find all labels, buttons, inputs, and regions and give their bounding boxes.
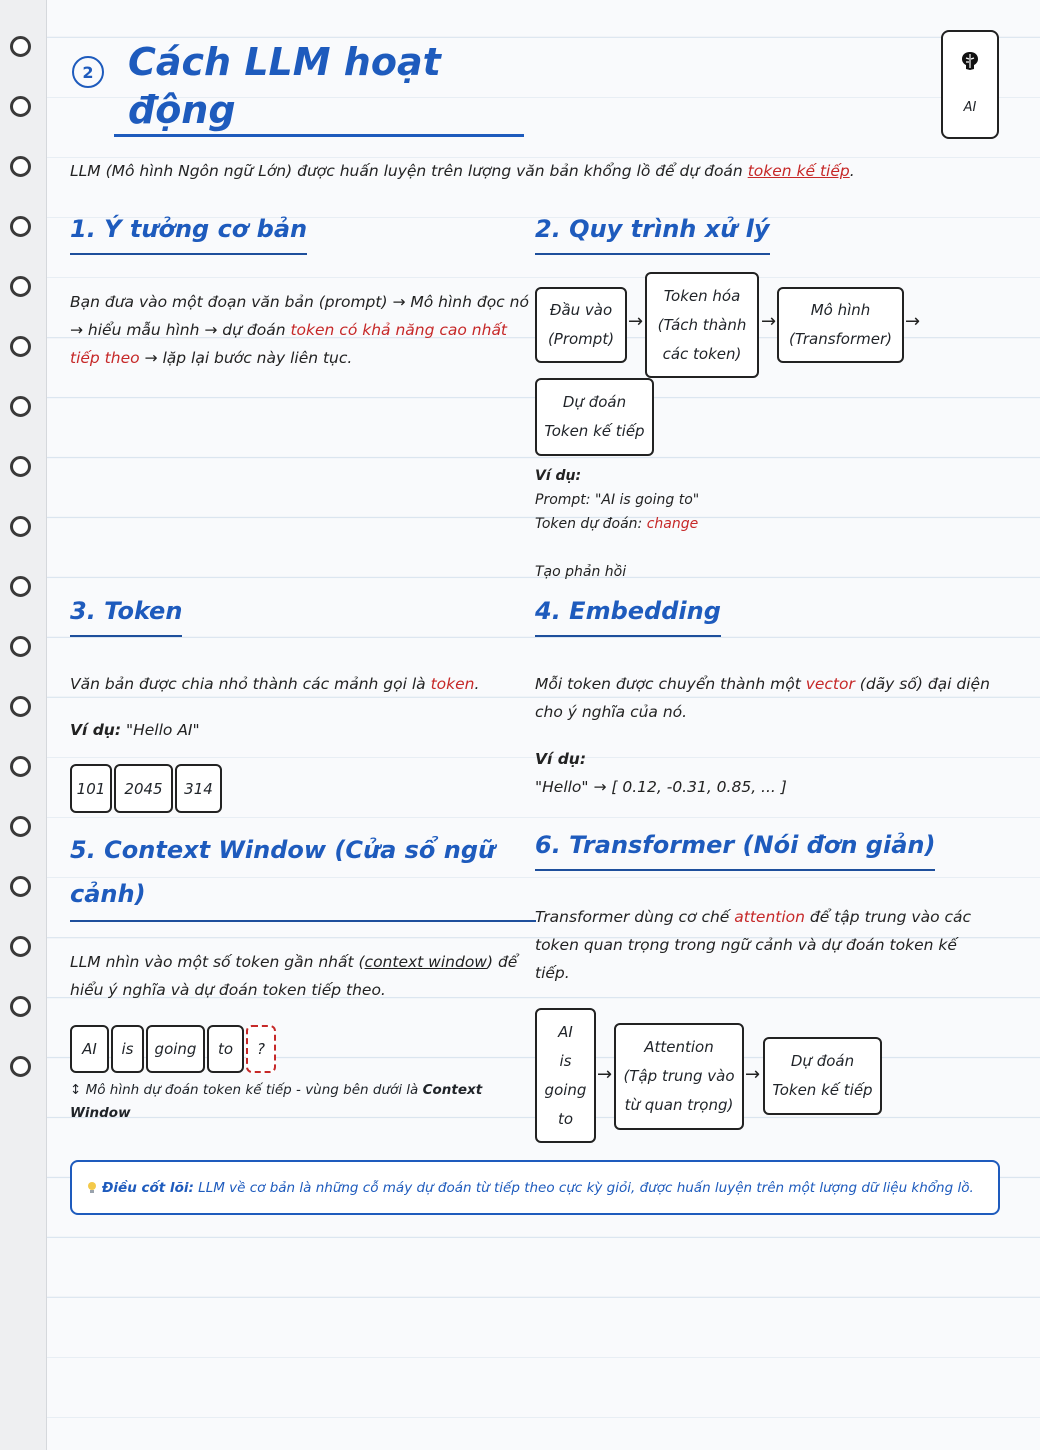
binder-ring [10,876,31,897]
section-5-text-a: LLM nhìn vào một số token gần nhất ( [70,953,365,971]
flow-input-box [535,287,627,363]
section-4-highlight: vector [805,675,855,693]
section-5-note [70,1079,520,1125]
lightbulb-icon [86,1181,98,1195]
section-4-example-value: "Hello" → [ 0.12, -0.31, 0.85, ... ] [535,778,787,796]
binder-ring [10,816,31,837]
binder-ring [10,936,31,957]
binder-ring [10,336,31,357]
binder-ring [10,636,31,657]
section-6-highlight: attention [734,908,805,926]
binder-ring [10,156,31,177]
attention-line2: (Tập trung vào [623,1067,735,1085]
section-2-prompt-line: Prompt: "AI is going to" [535,492,700,508]
stack-token: AI [558,1022,573,1041]
stack-token: to [557,1109,574,1128]
context-token-chip: is [111,1025,144,1073]
predicted-label: Token dự đoán: [535,516,647,532]
section-6-text-b: để tập trung vào các token quan trọng trong ngữ cảnh và dự đoán token kế tiếp. [535,908,972,982]
context-token-chip: to [207,1025,244,1073]
section-4-text-b: (dãy số) đại diện cho ý nghĩa của nó. [535,675,990,721]
flow-tokenize-line1: Token hóa [663,286,741,305]
flow-model-box [777,287,904,363]
next-token-placeholder: ? [246,1025,276,1073]
token-id-chip: 314 [175,764,222,813]
section-3-highlight: token [430,675,475,693]
binder-ring [10,696,31,717]
section-6-text-a: Transformer dùng cơ chế [535,908,735,926]
section-5-body [70,948,532,1004]
flow-tokenize-line3: các token) [662,344,742,363]
binder-ring [10,276,31,297]
flow-predict-line1: Dự đoán [562,393,627,411]
flow-arrow: → [597,1064,613,1085]
stack-token: going [544,1080,587,1099]
section-3-example-value: "Hello AI" [121,721,200,739]
token-stack-box [535,1008,596,1143]
flow-input-line2: (Prompt) [547,330,615,348]
section-6-body [535,903,995,987]
section-3-tail: . [474,675,480,693]
section-5-underline: context window [364,953,487,971]
predict-line2: Token kế tiếp [772,1081,873,1099]
section-6-heading: 6. Transformer (Nói đơn giản) [535,831,935,871]
section-5-note-text: ↕ Mô hình dự đoán token kế tiếp - vùng bên dưới là [70,1082,423,1098]
section-4-example-label: Ví dụ: [535,750,587,768]
flow-arrow: → [905,311,921,332]
flow-input-line1: Đầu vào [549,301,613,319]
binder-ring [10,456,31,477]
section-4-text-a: Mỗi token được chuyển thành một [535,675,806,693]
token-id-chip: 2045 [114,764,173,813]
binder-ring [10,36,31,57]
binder-ring [10,396,31,417]
section-3-body [70,670,530,698]
section-5-text-b: ) để hiểu ý nghĩa và dự đoán token tiếp theo. [70,953,518,999]
binder-ring [10,516,31,537]
section-4-heading: 4. Embedding [535,597,721,637]
flow-arrow: → [745,1064,761,1085]
section-5-note-bold: Context Window [70,1082,483,1121]
flow-predict-box [535,378,654,456]
brain-icon [958,49,982,73]
context-token-chip: going [146,1025,205,1073]
section-5-title-line2: cảnh) [70,880,146,908]
binder-ring [10,996,31,1017]
section-number-circle [72,56,104,88]
predict-line1: Dự đoán [790,1052,855,1070]
flow-arrow: → [761,311,777,332]
binder-ring [10,96,31,117]
token-id-chip: 101 [70,764,112,813]
attention-box [614,1023,744,1130]
section-2-predicted-line [535,512,698,536]
section-2-example-label: Ví dụ: [535,468,582,484]
section-number: 2 [82,62,94,82]
flow-model-line1: Mô hình [810,301,871,319]
intro-paragraph [70,157,950,185]
section-1-text-b: → lặp lại bước này liên tục. [139,349,353,367]
attention-line1: Attention [644,1038,714,1056]
stack-token: is [559,1051,572,1070]
section-2-heading: 2. Quy trình xử lý [535,215,770,255]
binder-ring [10,1056,31,1077]
binder-ring [10,576,31,597]
predicted-token: change [646,516,699,532]
ai-badge-label: AI [963,100,977,115]
callout-text: LLM về cơ bản là những cỗ máy dự đoán từ tiếp theo cực kỳ giỏi, được huấn luyện trên một lượng dữ liệu khổng lồ. [193,1179,974,1196]
predict-box [763,1037,882,1115]
intro-tail: . [849,162,855,180]
section-5-heading [70,828,536,922]
section-2-response-label: Tạo phản hồi [535,564,627,580]
attention-line3: từ quan trọng) [624,1096,734,1114]
section-1-body [70,288,532,372]
section-1-heading: 1. Ý tưởng cơ bản [70,215,307,255]
section-3-heading: 3. Token [70,597,182,637]
flow-tokenize-box [645,272,759,378]
key-takeaway-callout [70,1160,1000,1215]
section-3-example-label: Ví dụ: [70,721,122,739]
section-1-highlight: token có khả năng cao nhất tiếp theo [70,321,508,367]
flow-model-line2: (Transformer) [788,330,892,348]
binder-ring [10,216,31,237]
binder-ring [10,756,31,777]
flow-predict-line2: Token kế tiếp [544,422,645,440]
context-token-chip: AI [70,1025,109,1073]
intro-text: LLM (Mô hình Ngôn ngữ Lớn) được huấn luyện trên lượng văn bản khổng lồ để dự đoán [70,162,748,180]
callout-bold: Điều cốt lõi: [102,1179,194,1196]
page-title: Cách LLM hoạt động [114,38,524,137]
section-1-text-a: Bạn đưa vào một đoạn văn bản (prompt) → Mô hình đọc nó → hiểu mẫu hình → dự đoán [70,293,529,339]
flow-arrow: → [628,311,644,332]
section-4-body [535,670,990,726]
section-5-title-line1: 5. Context Window (Cửa sổ ngữ [70,836,496,864]
section-3-text: Văn bản được chia nhỏ thành các mảnh gọi là [70,675,431,693]
ai-badge [941,30,999,139]
flow-tokenize-line2: (Tách thành [657,315,747,334]
section-3-example [70,716,200,744]
intro-highlight: token kế tiếp [747,162,850,180]
